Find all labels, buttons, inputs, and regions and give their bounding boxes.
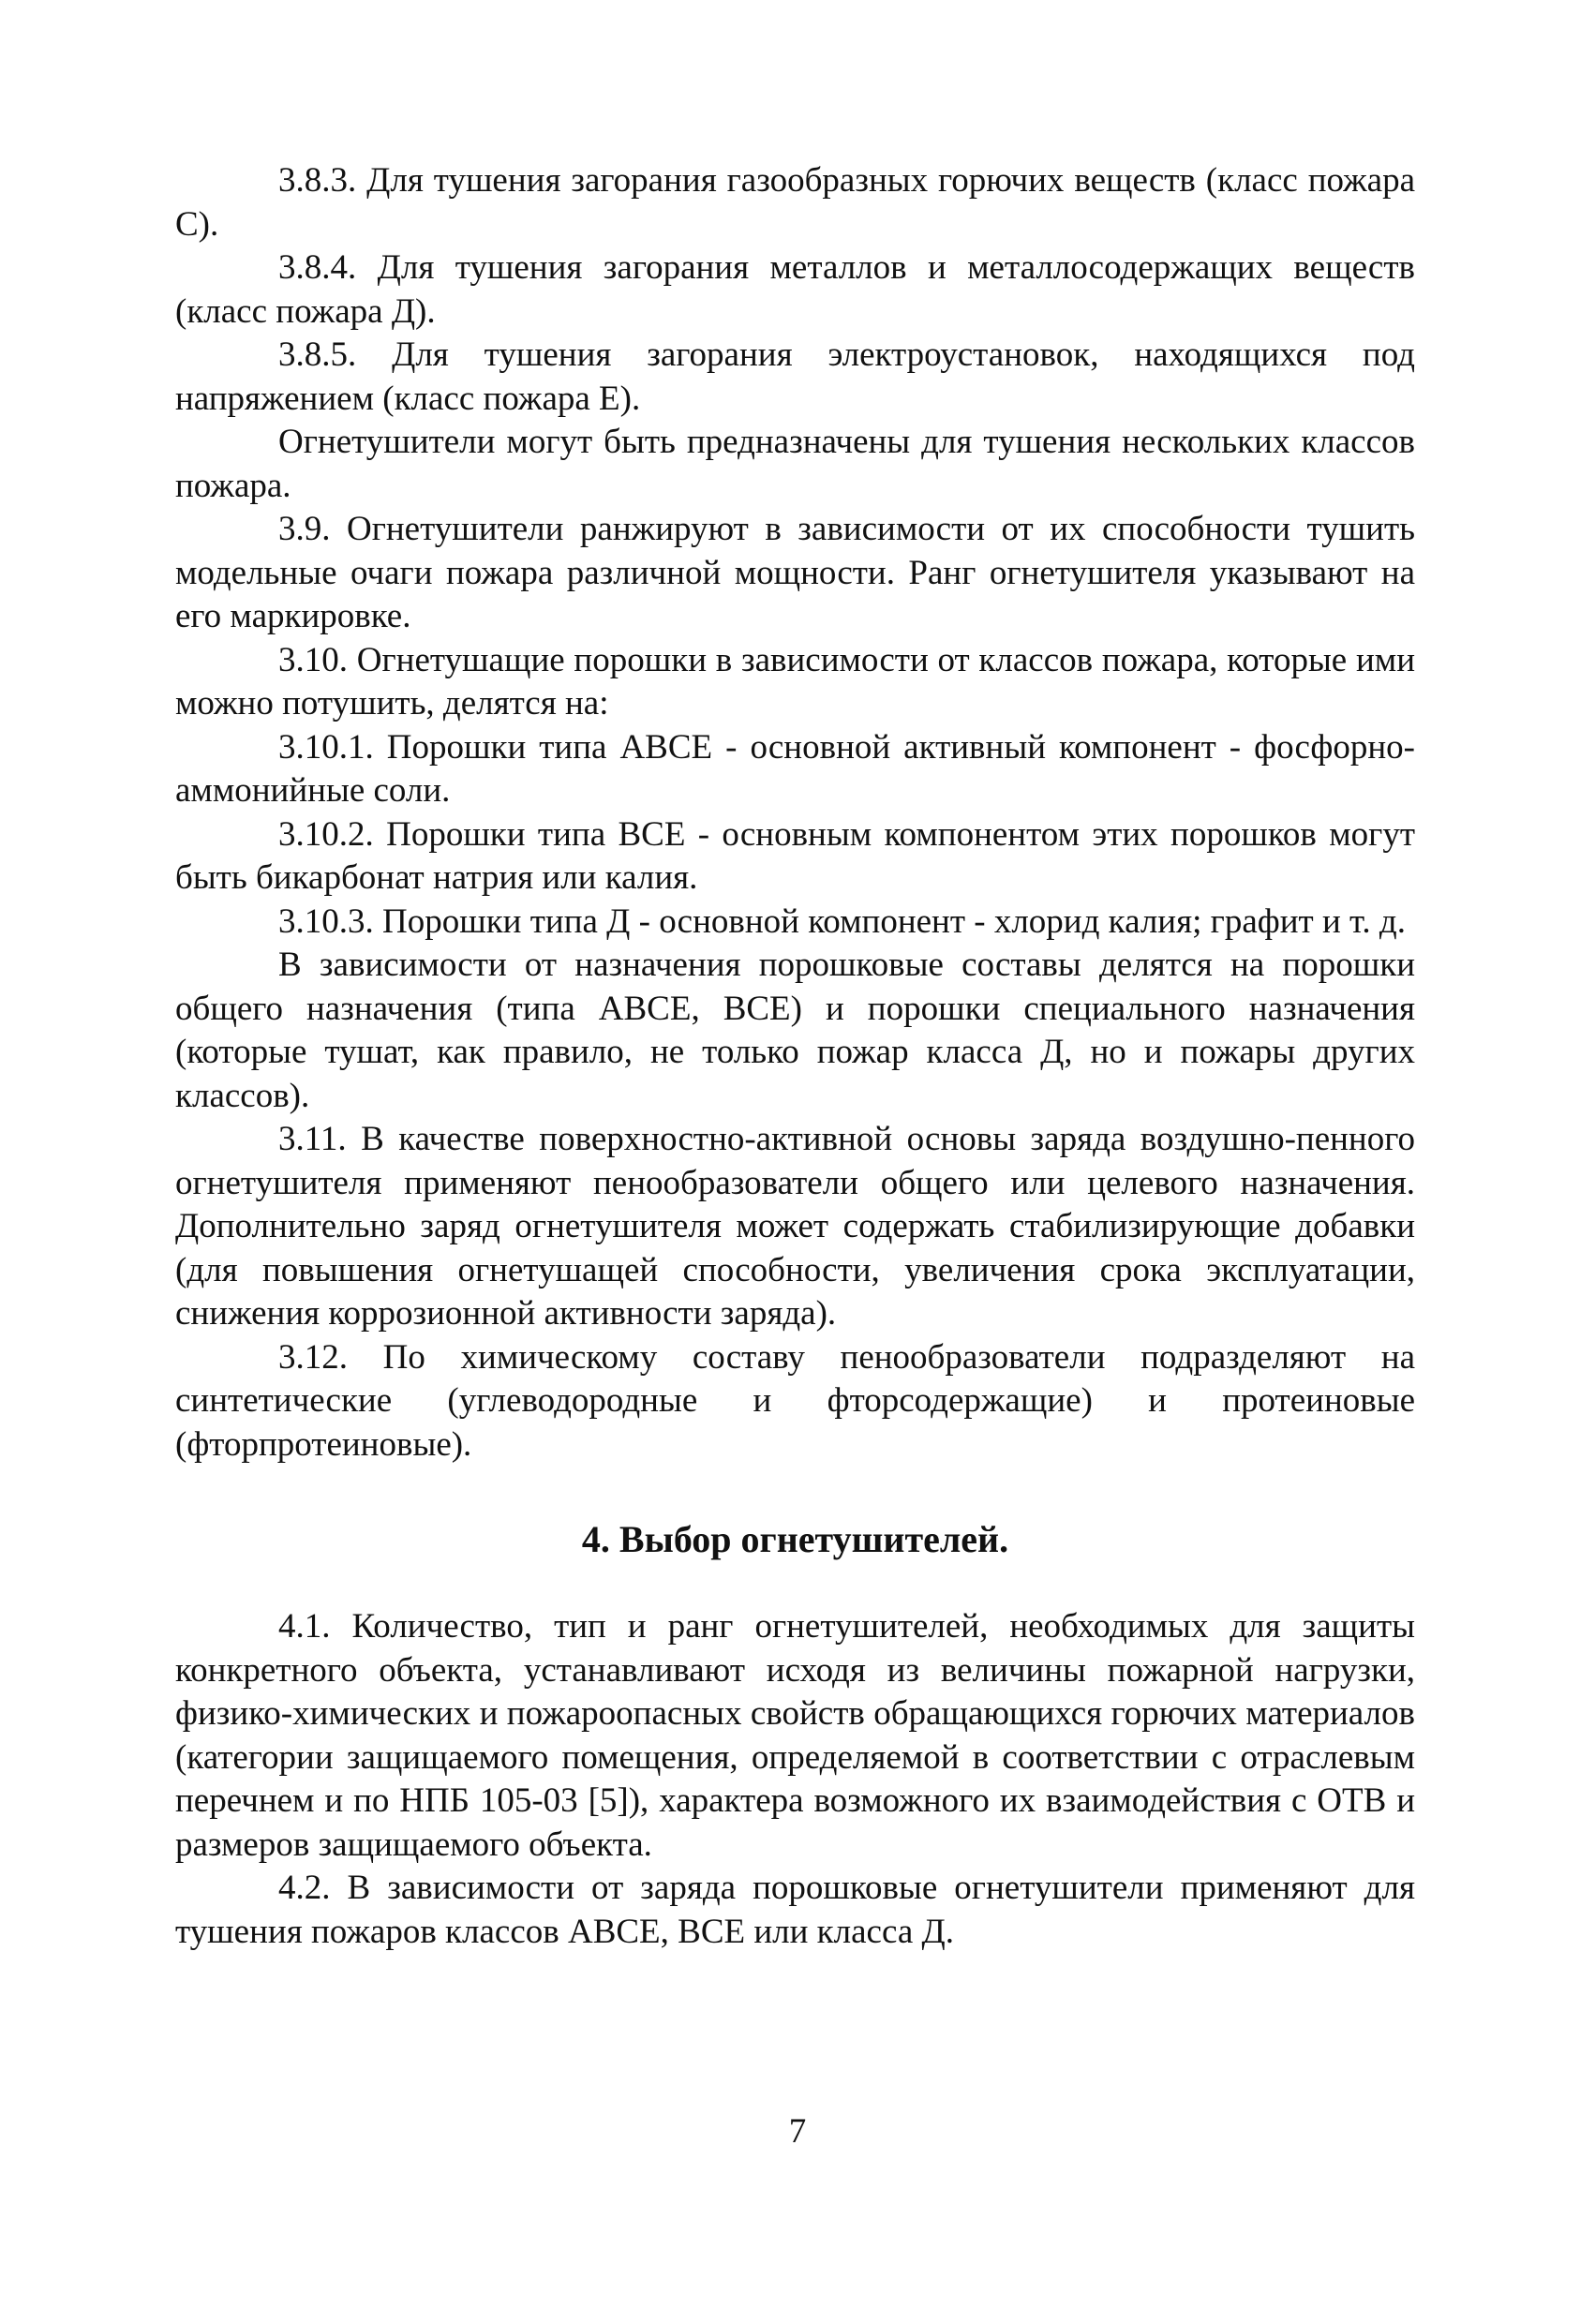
- paragraph-multi-class-note: Огнетушители могут быть предназначены для тушения нескольких классов пожара.: [175, 423, 1415, 505]
- paragraph-4-1: 4.1. Количество, тип и ранг огнетушителей, необходимых для защиты конкретного объекта, устанавливают исходя из величины пожарной нагрузки, физико-химических и пожароопасных свойств обращающихся горючих материалов (категории защищаемого помещения, определяемой в соответствии с отраслевым перечнем и по НПБ 105-03 [5]), характера возможного их взаимодействия с ОТВ и размеров защищаемого объекта.: [175, 1607, 1415, 1864]
- page-number: 7: [788, 2112, 807, 2151]
- paragraph-3-8-4: 3.8.4. Для тушения загорания металлов и металлосодержащих веществ (класс пожара Д).: [175, 248, 1415, 331]
- paragraph-3-10: 3.10. Огнетушащие порошки в зависимости от классов пожара, которые ими можно потушить, делятся на:: [175, 640, 1415, 723]
- section-heading: 4. Выбор огнетушителей.: [581, 1518, 1009, 1560]
- paragraph-3-8-3: 3.8.3. Для тушения загорания газообразных горючих веществ (класс пожара С).: [175, 161, 1415, 244]
- paragraph-3-8-5: 3.8.5. Для тушения загорания электроустановок, находящихся под напряжением (класс пожара Е).: [175, 335, 1415, 418]
- paragraph-3-10-3: 3.10.3. Порошки типа Д - основной компонент - хлорид калия; графит и т. д.: [278, 901, 1406, 941]
- paragraph-3-9: 3.9. Огнетушители ранжируют в зависимости от их способности тушить модельные очаги пожара различной мощности. Ранг огнетушителя указывают на его маркировке.: [175, 510, 1415, 635]
- paragraph-4-2: 4.2. В зависимости от заряда порошковые огнетушители применяют для тушения пожаров классов АВСЕ, ВСЕ или класса Д.: [175, 1869, 1415, 1951]
- paragraph-powder-purpose: В зависимости от назначения порошковые составы делятся на порошки общего назначения (типа АВСЕ, ВСЕ) и порошки специального назначения (которые тушат, как правило, не только пожар класса Д, но и пожары других классов).: [175, 946, 1415, 1115]
- paragraph-3-12: 3.12. По химическому составу пенообразователи подразделяют на синтетические (углеводородные и фторсодержащие) и протеиновые (фторпротеиновые).: [175, 1337, 1415, 1464]
- paragraph-3-10-1: 3.10.1. Порошки типа АВСЕ - основной активный компонент - фосфорно-аммонийные соли.: [175, 727, 1415, 810]
- document-page: [175, 159, 1415, 1954]
- paragraph-3-10-2: 3.10.2. Порошки типа ВСЕ - основным компонентом этих порошков могут быть бикарбонат натрия или калия.: [175, 814, 1415, 897]
- paragraph-3-11: 3.11. В качестве поверхностно-активной основы заряда воздушно-пенного огнетушителя применяют пенообразователи общего или целевого назначения. Дополнительно заряд огнетушителя может содержать стабилизирующие добавки (для повышения огнетушащей способности, увеличения срока эксплуатации, снижения коррозионной активности заряда).: [175, 1120, 1415, 1333]
